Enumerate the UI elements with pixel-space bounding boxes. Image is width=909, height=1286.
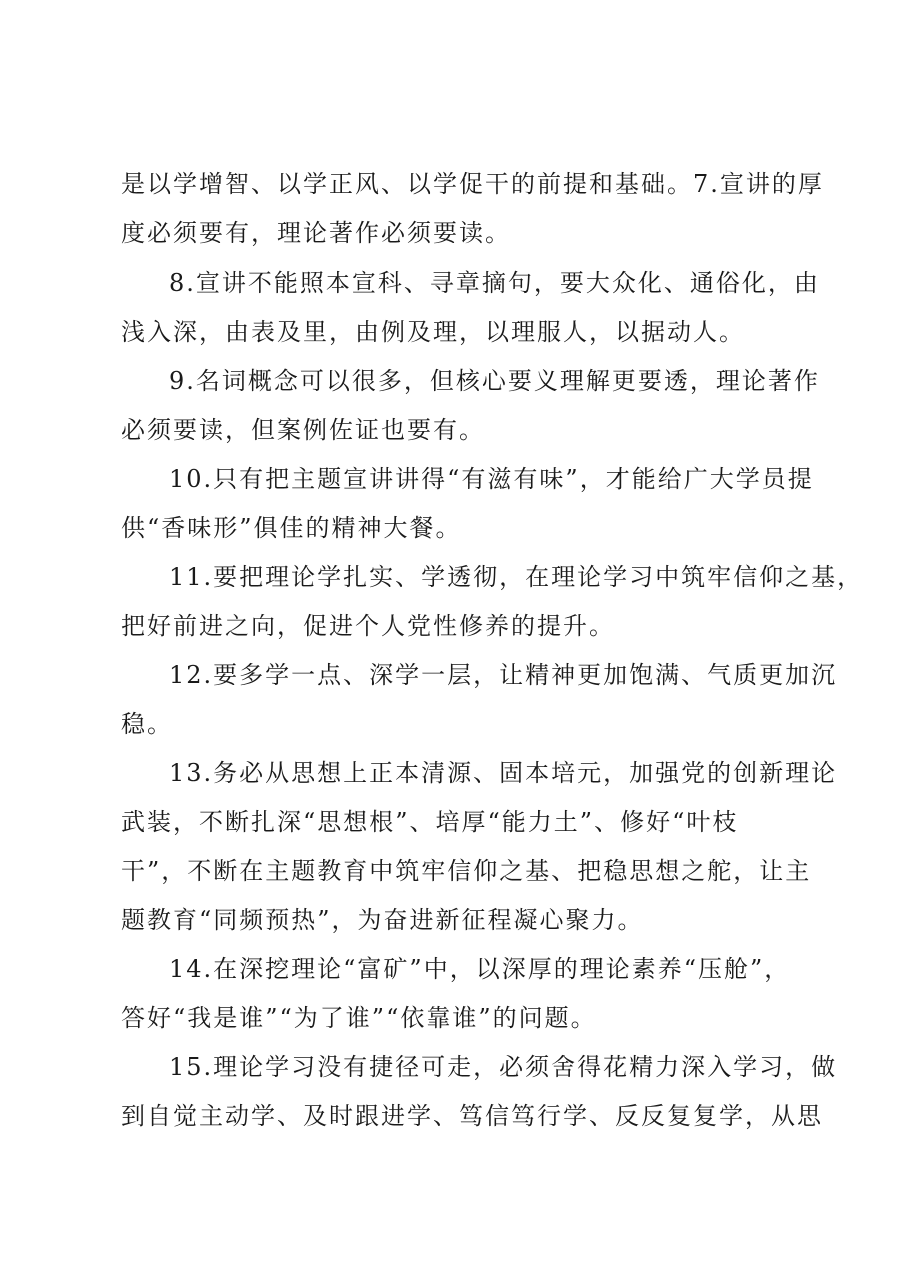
- text-line: 把好前进之向，促进个人党性修养的提升。: [121, 612, 615, 640]
- text-line: 是以学增智、以学正风、以学促干的前提和基础。7.宣讲的厚: [121, 170, 824, 198]
- text-line: 稳。: [121, 710, 173, 738]
- text-line: 答好“我是谁”“为了谁”“依靠谁”的问题。: [121, 1004, 597, 1032]
- text-line: 浅入深，由表及里，由例及理，以理服人，以据动人。: [121, 318, 745, 346]
- text-line: 供“香味形”俱佳的精神大餐。: [121, 514, 462, 542]
- paragraph-first-line: 14.在深挖理论“富矿”中，以深厚的理论素养“压舱”，: [169, 955, 791, 983]
- text-line: 武装，不断扎深“思想根”、培厚“能力土”、修好“叶枝: [121, 808, 739, 836]
- text-line: 到自觉主动学、及时跟进学、笃信笃行学、反反复复学，从思: [121, 1102, 823, 1130]
- text-line: 度必须要有，理论著作必须要读。: [121, 219, 511, 247]
- paragraph-first-line: 11.要把理论学扎实、学透彻，在理论学习中筑牢信仰之基，: [169, 563, 864, 591]
- paragraph-first-line: 12.要多学一点、深学一层，让精神更加饱满、气质更加沉: [169, 661, 838, 689]
- text-line: 必须要读，但案例佐证也要有。: [121, 416, 485, 444]
- paragraph-first-line: 15.理论学习没有捷径可走，必须舍得花精力深入学习，做: [169, 1053, 838, 1081]
- paragraph-first-line: 8.宣讲不能照本宣科、寻章摘句，要大众化、通俗化，由: [169, 269, 820, 297]
- paragraph-first-line: 9.名词概念可以很多，但核心要义理解更要透，理论著作: [169, 367, 820, 395]
- text-line: 干”，不断在主题教育中筑牢信仰之基、把稳思想之舵，让主: [121, 857, 812, 885]
- paragraph-first-line: 10.只有把主题宣讲讲得“有滋有味”，才能给广大学员提: [169, 465, 814, 493]
- text-line: 题教育“同频预热”，为奋进新征程凝心聚力。: [121, 906, 644, 934]
- paragraph-first-line: 13.务必从思想上正本清源、固本培元，加强党的创新理论: [169, 759, 838, 787]
